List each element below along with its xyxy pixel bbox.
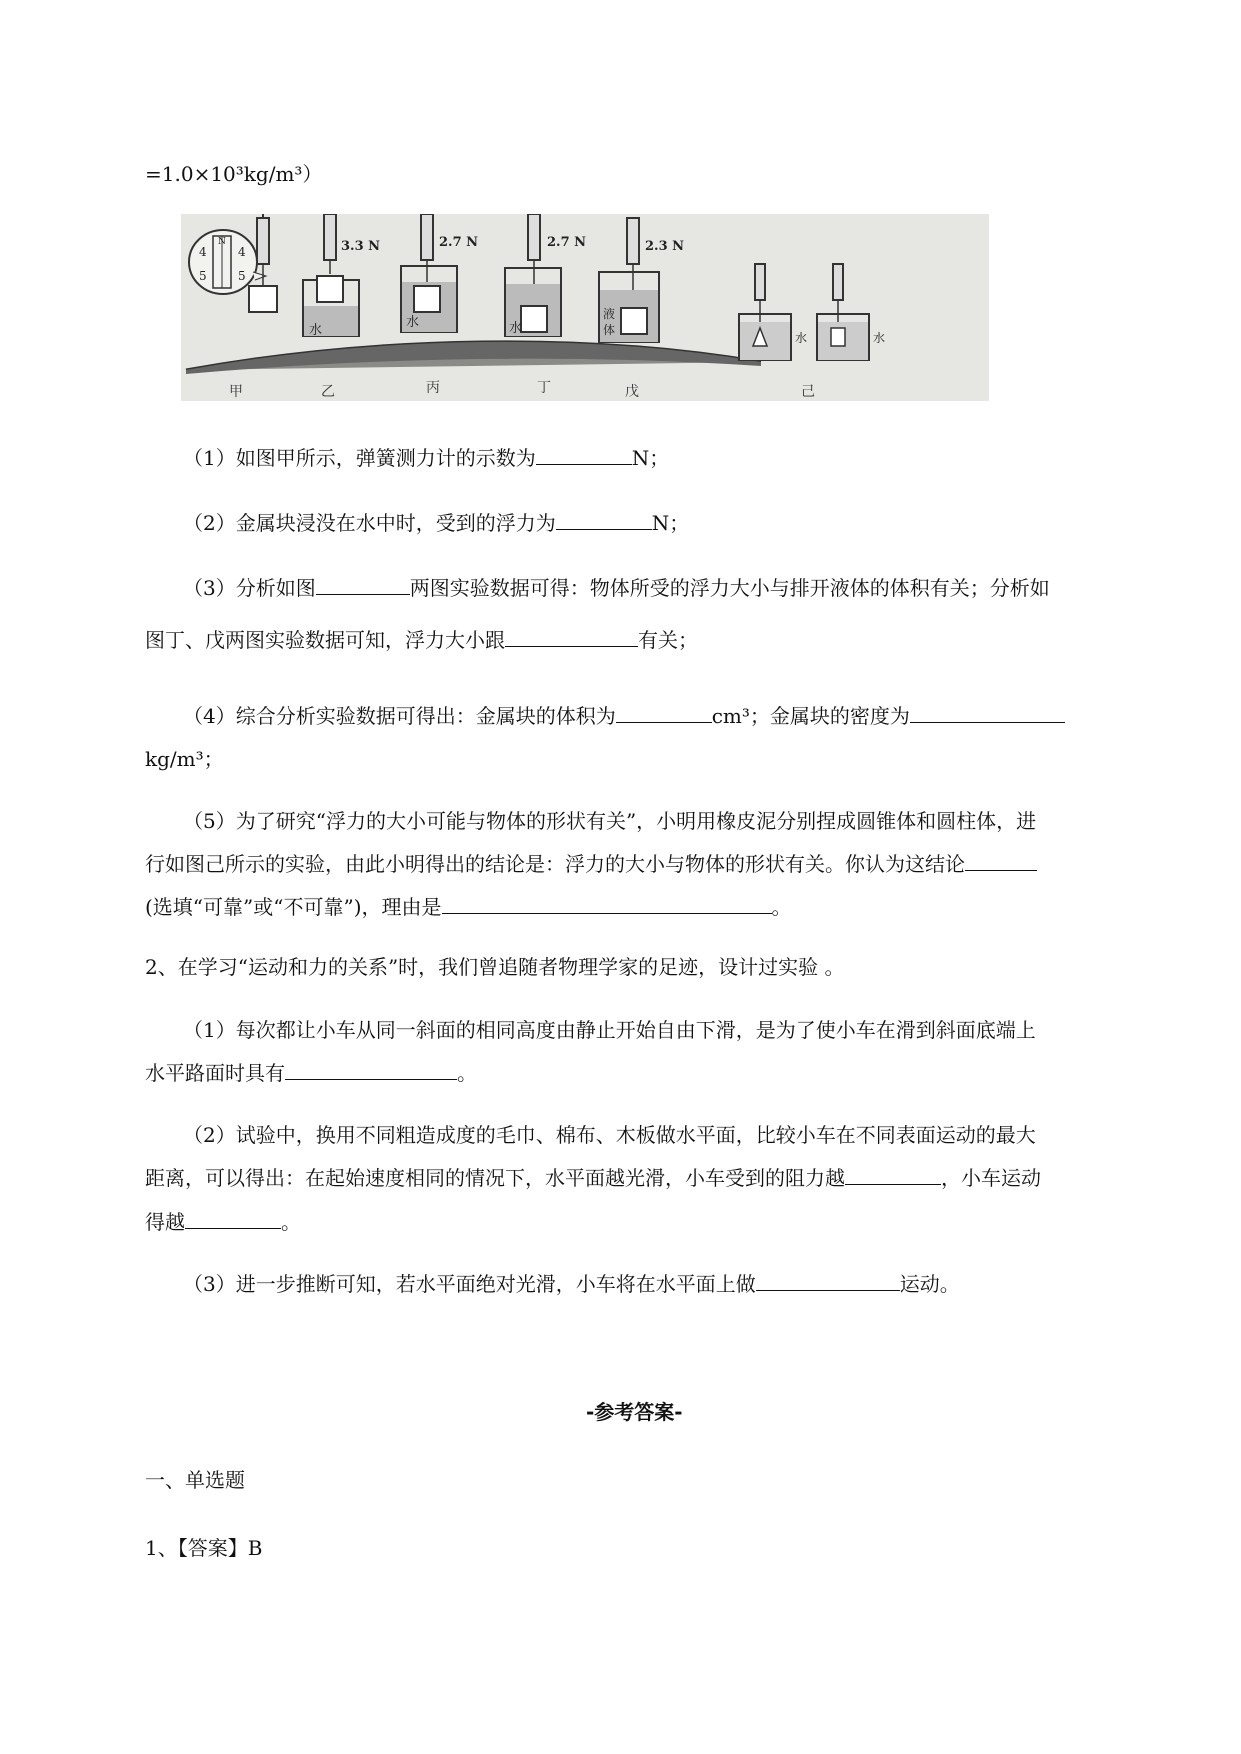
answer-blank[interactable] <box>965 850 1037 871</box>
q2-part2-line2: 距离，可以得出：在起始速度相同的情况下，水平面越光滑，小车受到的阻力越 ，小车运动 <box>145 1166 1041 1190</box>
water-label-yi: 水 <box>309 323 323 338</box>
q1-part4-line1: （4）综合分析实验数据可得出：金属块的体积为 cm³；金属块的密度为 <box>183 702 1065 730</box>
label-yi: 乙 <box>321 384 335 400</box>
answer-blank[interactable] <box>285 1059 457 1080</box>
label-ji: 己 <box>801 384 815 400</box>
answer-blank[interactable] <box>756 1270 900 1291</box>
liquid-label-2: 体 <box>603 323 616 337</box>
reading-wu: 2.3 N <box>645 239 685 254</box>
answer-blank[interactable] <box>185 1208 281 1229</box>
reading-ding: 2.7 N <box>547 235 587 250</box>
water-label-ji-2: 水 <box>873 331 886 345</box>
answers-title: -参考答案- <box>586 1400 683 1424</box>
q2-intro: 2、在学习“运动和力的关系”时，我们曾追随者物理学家的足迹，设计过实验 。 <box>145 955 845 979</box>
answer-item-1: 1、【答案】B <box>145 1536 263 1560</box>
water-label-ding: 水 <box>509 321 523 336</box>
answer-blank[interactable] <box>505 626 638 647</box>
answer-blank[interactable] <box>442 893 772 914</box>
setup-wu <box>599 218 659 342</box>
q1-part1: （1）如图甲所示，弹簧测力计的示数为 N； <box>183 446 670 470</box>
experiment-figure <box>181 214 989 401</box>
q2-part2-line3: 得越 。 <box>145 1210 301 1234</box>
label-jia: 甲 <box>229 384 243 400</box>
q1-part3-line2: 图丁、戊两图实验数据可知，浮力大小跟 有关； <box>145 628 698 652</box>
reading-bing: 2.7 N <box>439 235 479 250</box>
scale-label-5a: 5 <box>199 269 207 283</box>
answer-blank[interactable] <box>556 509 652 530</box>
q1-part5-line3: (选填“可靠”或“不可靠”)，理由是 。 <box>145 895 792 919</box>
q1-part5-line2: 行如图己所示的实验，由此小明得出的结论是：浮力的大小与物体的形状有关。你认为这结论 <box>145 850 1037 878</box>
q1-part4-line2: kg/m³； <box>145 747 224 771</box>
q1-part3-line1: （3）分析如图 两图实验数据可得：物体所受的浮力大小与排开液体的体积有关；分析如 <box>183 576 1050 600</box>
scale-label-4a: 4 <box>199 245 207 259</box>
setup-bing <box>401 214 457 332</box>
spring-scale-diagram <box>181 214 989 401</box>
answer-blank[interactable] <box>316 574 410 595</box>
q2-part1-line1: （1）每次都让小车从同一斜面的相同高度由静止开始自由下滑，是为了使小车在滑到斜面底端上 <box>183 1018 1036 1042</box>
setup-yi <box>303 214 359 338</box>
q2-part1-line2: 水平路面时具有 。 <box>145 1061 477 1085</box>
answers-section-heading: 一、单选题 <box>145 1468 245 1492</box>
setup-ding <box>505 214 561 336</box>
liquid-label-1: 液 <box>603 307 616 321</box>
answer-blank[interactable] <box>616 702 712 723</box>
q2-part2-line1: （2）试验中，换用不同粗造成度的毛巾、棉布、木板做水平面，比较小车在不同表面运动的最大 <box>183 1123 1036 1147</box>
label-wu: 戊 <box>625 384 639 400</box>
scale-label-4b: 4 <box>238 245 246 259</box>
water-label-bing: 水 <box>406 315 420 330</box>
answer-blank[interactable] <box>536 444 632 465</box>
scale-label-n: N <box>218 237 226 247</box>
setup-ji <box>739 264 885 360</box>
water-label-ji-1: 水 <box>795 331 808 345</box>
label-bing: 丙 <box>426 380 440 396</box>
label-ding: 丁 <box>537 380 551 396</box>
q1-part5-line1: （5）为了研究“浮力的大小可能与物体的形状有关”，小明用橡皮泥分别捏成圆锥体和圆柱体，进 <box>183 809 1037 833</box>
scale-label-5b: 5 <box>238 269 246 283</box>
q1-part2: （2）金属块浸没在水中时，受到的浮力为 N； <box>183 511 690 535</box>
answer-blank[interactable] <box>910 702 1065 723</box>
q2-part3: （3）进一步推断可知，若水平面绝对光滑，小车将在水平面上做 运动。 <box>183 1272 960 1296</box>
answer-blank[interactable] <box>845 1164 941 1185</box>
reading-yi: 3.3 N <box>341 239 381 254</box>
density-formula: =1.0×10³kg/m³） <box>145 162 323 186</box>
